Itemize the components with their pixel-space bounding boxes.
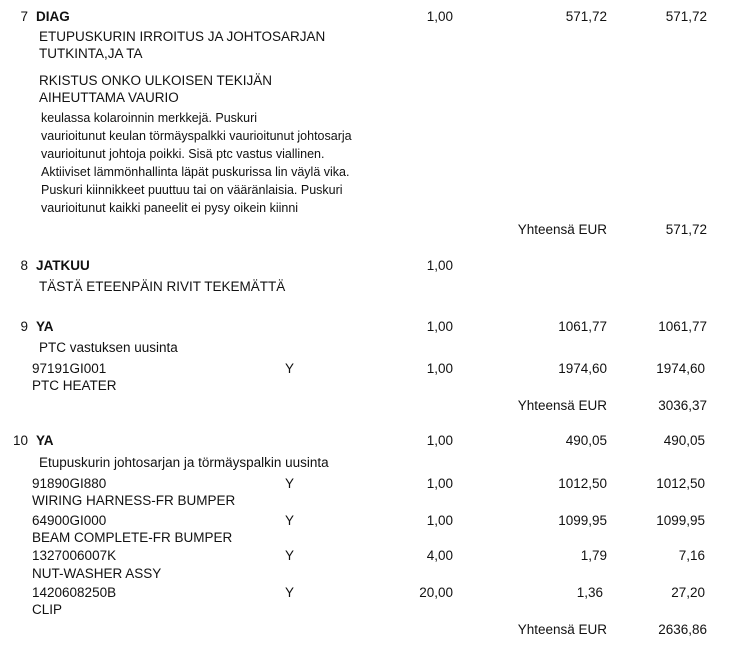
part-name: PTC HEATER <box>32 378 117 393</box>
part-name: NUT-WASHER ASSY <box>32 566 162 581</box>
operation-code: YA <box>36 319 54 334</box>
part-total: 1099,95 <box>656 513 705 528</box>
part-total: 27,20 <box>671 585 705 600</box>
unit-price: 1061,77 <box>558 319 607 334</box>
part-unit-price: 1,36 <box>576 585 603 600</box>
part-unit-price: 1,79 <box>580 548 607 563</box>
note-line: Aktiiviset lämmönhallinta läpät puskurissa lin väylä vika. <box>41 165 350 179</box>
part-quantity: 1,00 <box>426 513 453 528</box>
line-total: 571,72 <box>665 9 707 24</box>
description-line: ETUPUSKURIN IRROITUS JA JOHTOSARJAN <box>39 29 326 44</box>
part-total: 7,16 <box>678 548 705 563</box>
quantity: 1,00 <box>426 433 453 448</box>
part-name: CLIP <box>32 602 63 617</box>
description-line: AIHEUTTAMA VAURIO <box>39 90 179 105</box>
part-quantity: 1,00 <box>426 476 453 491</box>
note-line: Puskuri kiinnikkeet puuttuu tai on vääränlaisia. Puskuri <box>41 183 343 197</box>
note-line: vaurioitunut keulan törmäyspalkki vaurioitunut johtosarja <box>41 129 352 143</box>
note-line: vaurioitunut johtoja poikki. Sisä ptc vastus viallinen. <box>41 147 325 161</box>
quantity: 1,00 <box>426 9 453 24</box>
unit-price: 571,72 <box>565 9 607 24</box>
part-quantity: 1,00 <box>426 361 453 376</box>
part-flag: Y <box>285 585 295 600</box>
description-line: RKISTUS ONKO ULKOISEN TEKIJÄN <box>39 73 273 88</box>
quantity: 1,00 <box>426 258 453 273</box>
row-number: 8 <box>20 258 28 273</box>
part-unit-price: 1099,95 <box>558 513 607 528</box>
operation-code: YA <box>36 433 54 448</box>
part-flag: Y <box>285 513 295 528</box>
operation-code: JATKUU <box>36 258 90 273</box>
part-quantity: 20,00 <box>419 585 453 600</box>
part-number: 91890GI880 <box>32 476 107 491</box>
row-number: 10 <box>12 433 28 448</box>
subtotal-label: Yhteensä EUR <box>517 222 607 237</box>
line-total: 490,05 <box>663 433 705 448</box>
part-number: 97191GI001 <box>32 361 107 376</box>
part-flag: Y <box>285 361 295 376</box>
note-line: vaurioitunut kaikki paneelit ei pysy oikein kiinni <box>41 201 299 215</box>
part-quantity: 4,00 <box>426 548 453 563</box>
part-number: 1420608250B <box>32 585 117 600</box>
description-line: TÄSTÄ ETEENPÄIN RIVIT TEKEMÄTTÄ <box>39 279 286 294</box>
note-line: keulassa kolaroinnin merkkejä. Puskuri <box>41 111 258 125</box>
part-unit-price: 1012,50 <box>558 476 607 491</box>
part-name: WIRING HARNESS-FR BUMPER <box>32 493 236 508</box>
subtotal-value: 2636,86 <box>658 622 707 637</box>
part-flag: Y <box>285 476 295 491</box>
description-line: PTC vastuksen uusinta <box>39 340 178 355</box>
subtotal-value: 3036,37 <box>658 398 707 413</box>
subtotal-value: 571,72 <box>665 222 707 237</box>
subtotal-label: Yhteensä EUR <box>517 622 607 637</box>
part-number: 1327006007K <box>32 548 117 563</box>
part-total: 1012,50 <box>656 476 705 491</box>
row-number: 7 <box>20 9 28 24</box>
description-line: TUTKINTA,JA TA <box>39 46 143 61</box>
part-unit-price: 1974,60 <box>558 361 607 376</box>
description-line: Etupuskurin johtosarjan ja törmäyspalkin uusinta <box>39 455 329 470</box>
part-flag: Y <box>285 548 295 563</box>
part-name: BEAM COMPLETE-FR BUMPER <box>32 530 233 545</box>
unit-price: 490,05 <box>565 433 607 448</box>
part-total: 1974,60 <box>656 361 705 376</box>
part-number: 64900GI000 <box>32 513 107 528</box>
operation-code: DIAG <box>36 9 70 24</box>
quantity: 1,00 <box>426 319 453 334</box>
subtotal-label: Yhteensä EUR <box>517 398 607 413</box>
line-total: 1061,77 <box>658 319 707 334</box>
row-number: 9 <box>20 319 28 334</box>
